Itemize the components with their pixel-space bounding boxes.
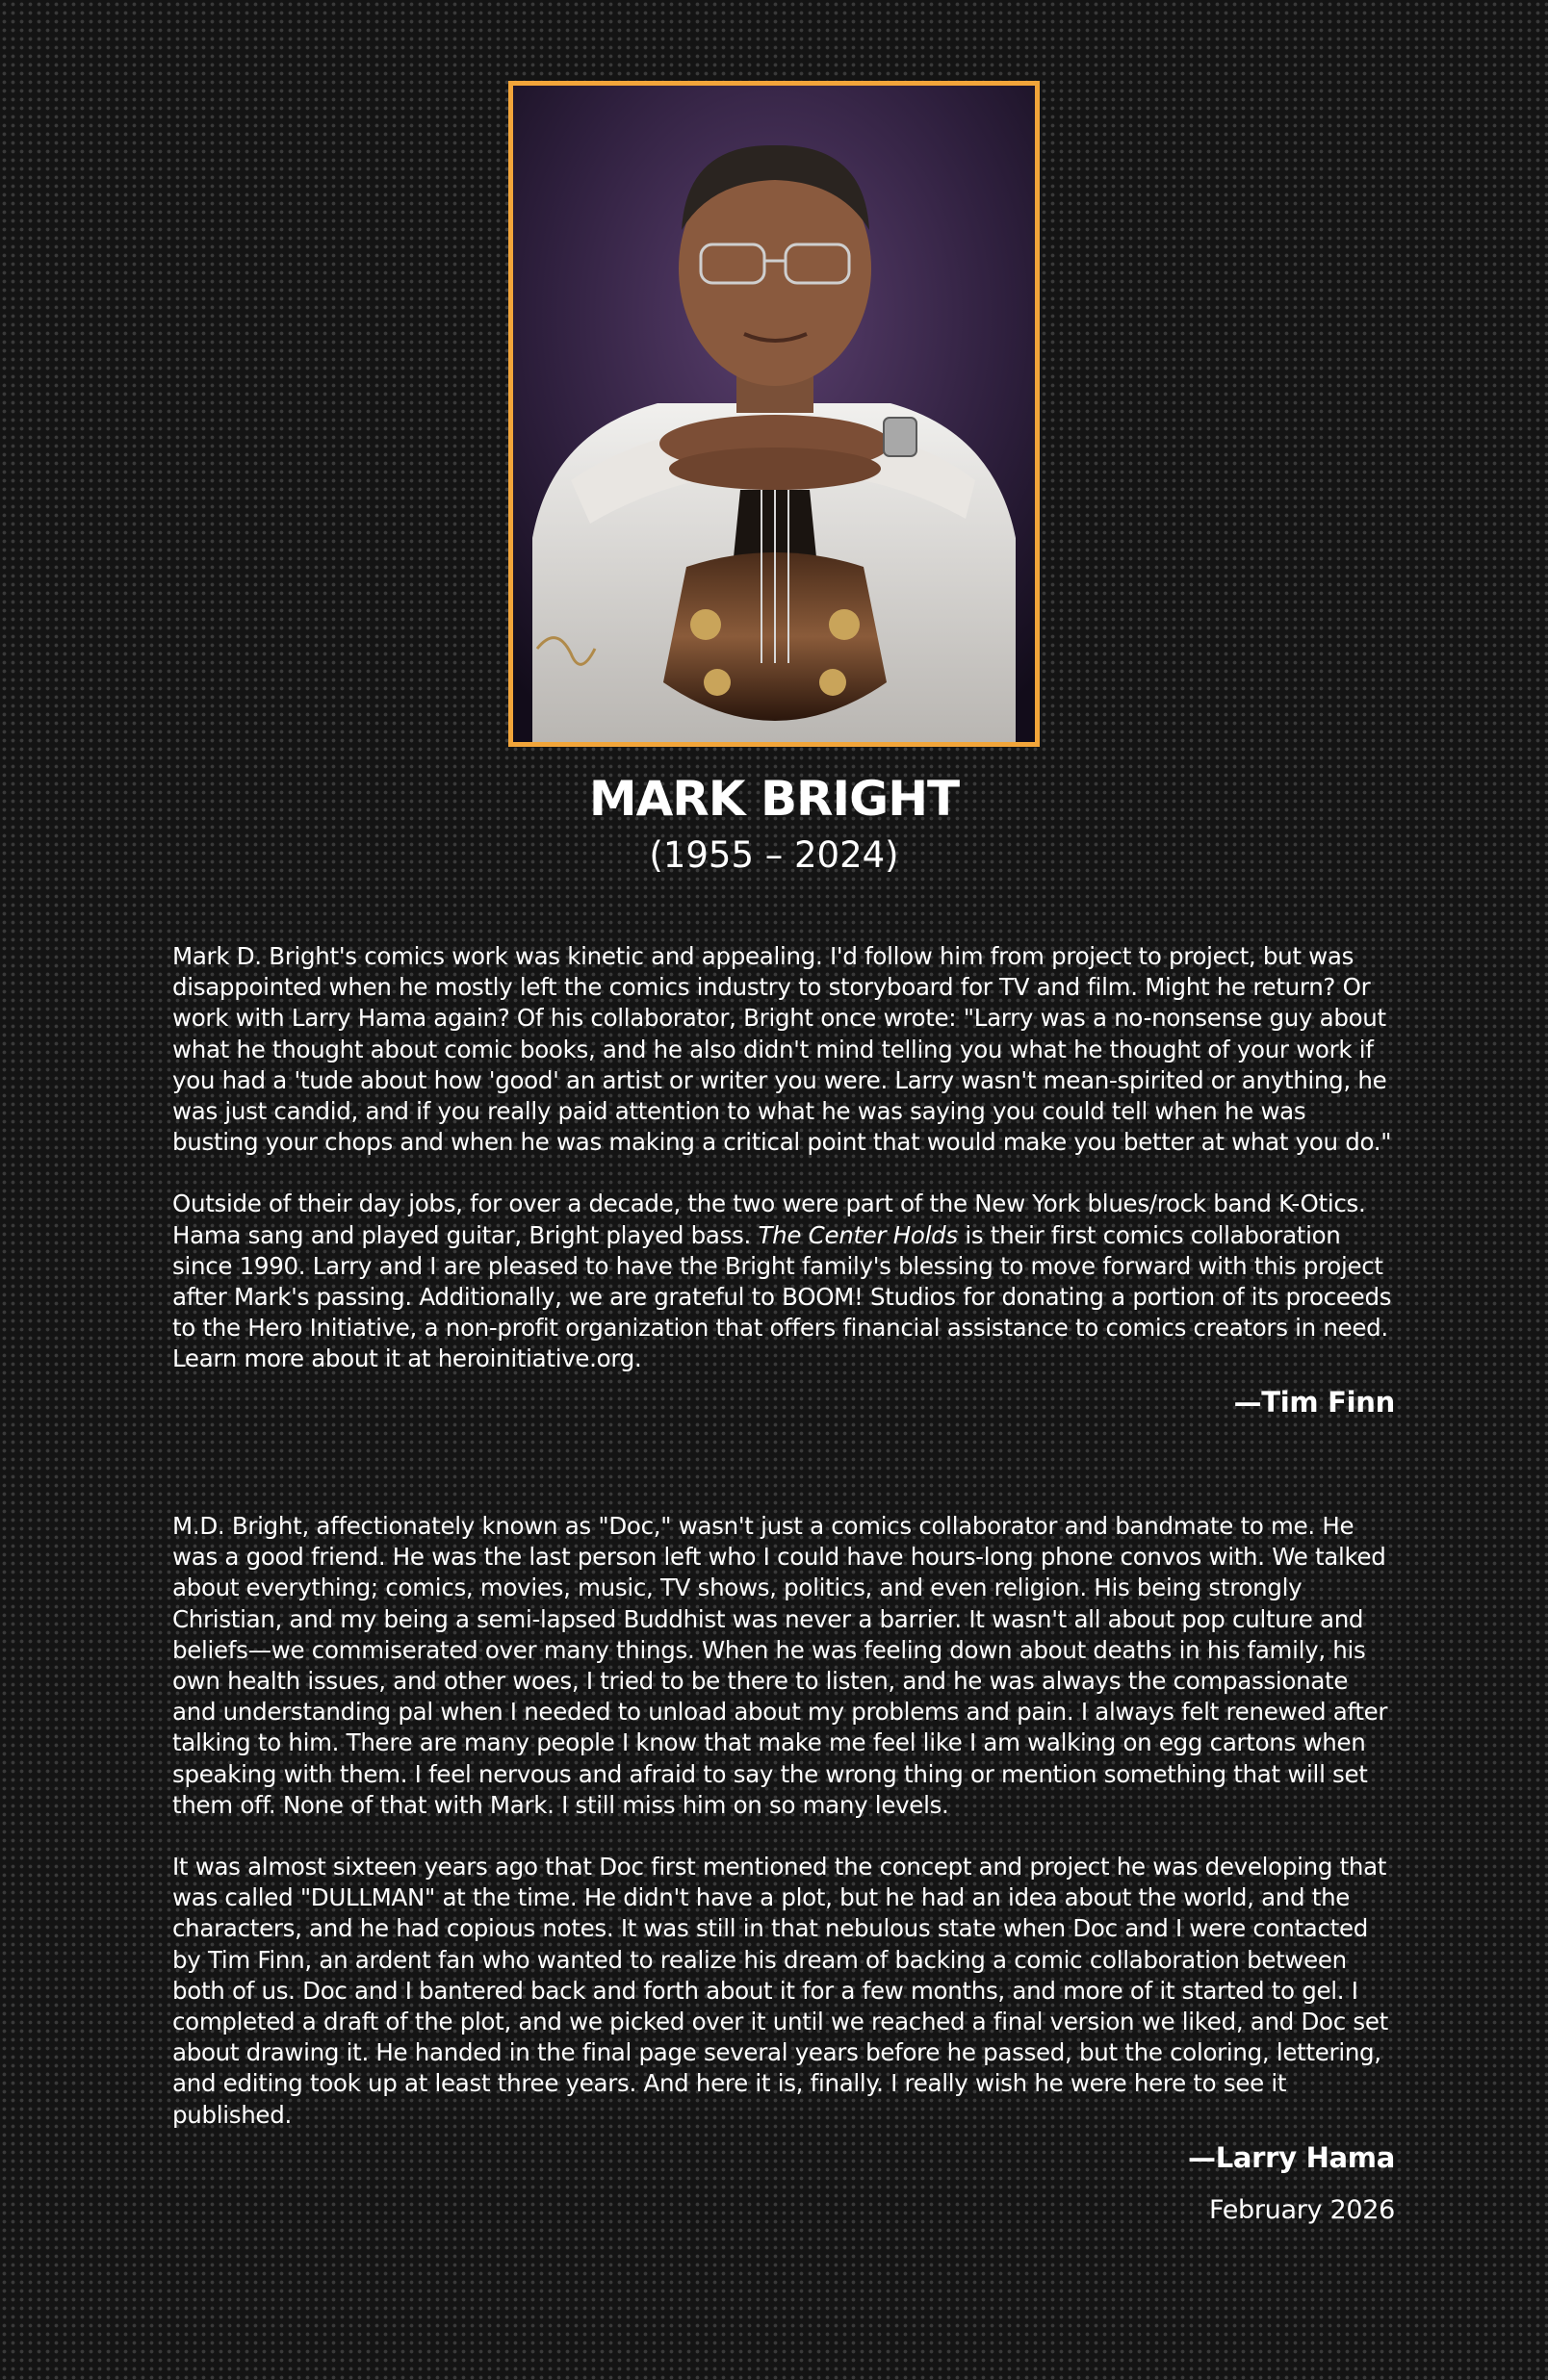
tribute-1-paragraph-1: Mark D. Bright's comics work was kinetic and appealing. I'd follow him from project to project, but was disappointed when he mostly left the comics industry to storyboard for TV and film. Might he return? Or work with Larry Hama again? Of his collaborator, Bright once wrote: "Larry was a no-nonsense guy about what he thought about comic books, and he also didn't mind telling you what he thought of your work if you had a 'tude about how 'good' an artist or writer you were. Larry wasn't mean-spirited or anything, he was just candid, and if you really paid attention to what he was saying you could tell when he was busting your chops and when he was making a critical point that would make you better at what you do." [172, 942, 1392, 1157]
tribute-1-paragraph-2-part-1: Outside of their day jobs, for over a decade, the two were part of the New York blues/rock band K-Otics. Hama sang and played guitar, Bright played bass. [172, 1190, 1366, 1249]
tribute-tim-finn [172, 941, 1395, 1450]
tribute-1-paragraph-2-part-2: is their first comics collaboration since 1990. Larry and I are pleased to have the Bright family's blessing to move forward with this project after Mark's passing. Additionally, we are grateful to BOOM! Studios for donating a portion of its proceeds to the Hero Initiative, a non-profit organization that offers financial assistance to comics creators in need. Learn more about it at heroinitiative.org. [172, 1220, 1392, 1373]
portrait-photo-frame [508, 81, 1040, 747]
signature-tim-finn: —Tim Finn [1233, 1385, 1395, 1419]
book-title: The Center Holds [758, 1220, 958, 1249]
tribute-2-paragraph-1: M.D. Bright, affectionately known as "Doc," wasn't just a comics collaborator and bandmate to me. He was a good friend. He was the last person left who I could have hours-long phone convos with. We talked about everything; comics, movies, music, TV shows, politics, and even religion. His being strongly Christian, and my being a semi-lapsed Buddhist was never a barrier. It wasn't all about pop culture and beliefs—we commiserated over many things. When he was feeling down about deaths in his family, his own health issues, and other woes, I tried to be there to listen, and he was always the compassionate and understanding pal when I needed to unload about my problems and pain. I always felt renewed after talking to him. There are many people I know that make me feel like I am walking on egg cartons when speaking with them. I feel nervous and afraid to say the wrong thing or mention something that will set them off. None of that with Mark. I still miss him on so many levels. [172, 1512, 1388, 1819]
tribute-2-paragraph-2: It was almost sixteen years ago that Doc first mentioned the concept and project he was developing that was called "DULLMAN" at the time. He didn't have a plot, but he had an idea about the world, and the characters, and he had copious notes. It was still in that nebulous state when Doc and I were contacted by Tim Finn, an ardent fan who wanted to realize his dream of backing a comic collaboration between both of us. Doc and I bantered back and forth about it for a few months, and more of it started to gel. I completed a draft of the plot, and we picked over it until we reached a final version we liked, and Doc set about drawing it. He handed in the final page several years before he passed, but the coloring, lettering, and editing took up at least three years. And here it is, finally. I really wish he were here to see it published. [172, 1853, 1388, 2129]
portrait-photo [513, 86, 1035, 742]
tribute-date: February 2026 [1208, 2194, 1395, 2225]
tribute-larry-hama [172, 1511, 1395, 2258]
signature-larry-hama: —Larry Hama [1188, 2140, 1395, 2174]
memorial-dates: (1955 – 2024) [649, 834, 899, 876]
memorial-name: MARK BRIGHT [588, 771, 960, 827]
tribute-1-paragraph-2 [172, 1189, 1395, 1374]
